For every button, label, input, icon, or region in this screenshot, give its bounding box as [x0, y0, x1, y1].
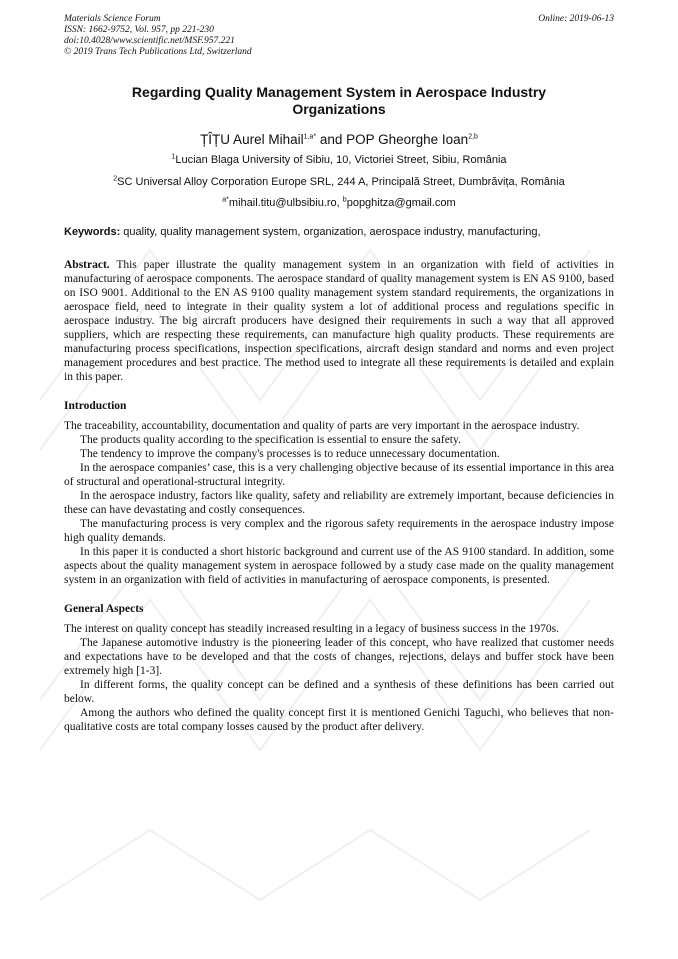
email-a[interactable]: mihail.titu@ulbsibiu.ro, [228, 197, 343, 209]
general-aspects-body [64, 622, 614, 734]
abstract [64, 258, 614, 384]
email-b-mark: b [342, 196, 347, 204]
author-2-superscript: 2,b [468, 133, 478, 141]
author-emails [64, 197, 614, 210]
section-title-introduction: Introduction [64, 400, 127, 412]
affiliation-2-mark: 2 [113, 175, 118, 183]
author-2-name: POP Gheorghe Ioan [346, 132, 469, 147]
paper-title: Regarding Quality Management System in Aerospace Industry Organizations [131, 84, 547, 117]
affiliation-2 [64, 176, 614, 189]
email-a-mark: a* [222, 196, 229, 204]
copyright-line: © 2019 Trans Tech Publications Ltd, Switzerland [64, 47, 252, 57]
affiliation-1-text: Lucian Blaga University of Sibiu, 10, Victoriei Street, Sibiu, România [175, 154, 507, 166]
journal-name: Materials Science Forum [64, 14, 161, 24]
affiliation-2-text: SC Universal Alloy Corporation Europe SRL, 244 A, Principală Street, Dumbrăvița, România [117, 176, 565, 188]
keywords-text: quality, quality management system, organization, aerospace industry, manufacturing, [120, 226, 541, 238]
keywords [64, 226, 614, 239]
paragraph: The interest on quality concept has steadily increased resulting in a legacy of business success in the 1970s. [64, 623, 560, 635]
author-1-superscript: 1,a* [303, 133, 317, 141]
paragraph: The Japanese automotive industry is the pioneering leader of this concept, who have realized that customer needs and expectations have to be developed and that the costs of changes, rejections, delays and buffer stock have been extremely high [1-3]. [64, 637, 614, 677]
abstract-text: This paper illustrate the quality management system in an organization with field of activities in manufacturing of aerospace components. The aerospace standard of quality management system is EN AS 9100, based on ISO 9001. Additional to the EN AS 9100 quality management system standard requirements, the organizations in aerospace field, need to integrate in their quality system a lot of additional process and regulations specific in aerospace industry. The big aircraft producers have designed their requirements in such a way that all approved suppliers, which are respecting these requirements, can manufacture high quality products. These requirements are manufacturing process specifications, inspection specifications, aircraft design standard and norms and even project management procedures and best practice. The method used to integrate all these requirements is detailed and explain in this paper. [64, 259, 614, 383]
paragraph: In the aerospace industry, factors like quality, safety and reliability are extremely important, because deficiencies in these can have devastating and costly consequences. [64, 490, 614, 516]
affiliation-1-mark: 1 [171, 153, 176, 161]
paragraph: Among the authors who defined the quality concept first it is mentioned Genichi Taguchi, who believes that non-qualitative costs are total company losses caused by the product after delivery. [64, 707, 614, 733]
paragraph: The tendency to improve the company's processes is to reduce unnecessary documentation. [80, 448, 500, 460]
paragraph: In different forms, the quality concept can be defined and a synthesis of these definitions has been carried out below. [64, 679, 614, 705]
email-b[interactable]: popghitza@gmail.com [346, 197, 456, 209]
introduction-body [64, 419, 614, 587]
paragraph: In this paper it is conducted a short historic background and current use of the AS 9100 standard. In addition, some aspects about the quality management system in aerospace followed by a study case made on the quality management system in an organization with field of activities in manufacturing of aerospace components, is presented. [64, 546, 614, 586]
online-date: Online: 2019-06-13 [538, 14, 614, 24]
keywords-label: Keywords: [64, 226, 121, 238]
paragraph: The traceability, accountability, documentation and quality of parts are very important in the aerospace industry. [64, 420, 580, 432]
paragraph: The products quality according to the specification is essential to ensure the safety. [80, 434, 461, 446]
running-header [64, 14, 614, 64]
page-content [64, 14, 614, 734]
abstract-label: Abstract. [64, 259, 110, 271]
author-conjunction: and [316, 132, 347, 147]
doi-line: doi:10.4028/www.scientific.net/MSF.957.221 [64, 36, 235, 46]
paragraph: In the aerospace companies’ case, this is a very challenging objective because of its essential importance in this area of structural and operational-structural integrity. [64, 462, 615, 488]
author-1-name: ȚÎȚU Aurel Mihail [200, 132, 304, 147]
affiliation-1 [64, 154, 614, 167]
header-citation [64, 14, 614, 58]
issn-line: ISSN: 1662-9752, Vol. 957, pp 221-230 [64, 25, 214, 35]
section-title-general-aspects: General Aspects [64, 603, 144, 615]
author-line [64, 132, 614, 148]
paragraph: The manufacturing process is very complex and the rigorous safety requirements in the aerospace industry impose high quality demands. [64, 518, 614, 544]
